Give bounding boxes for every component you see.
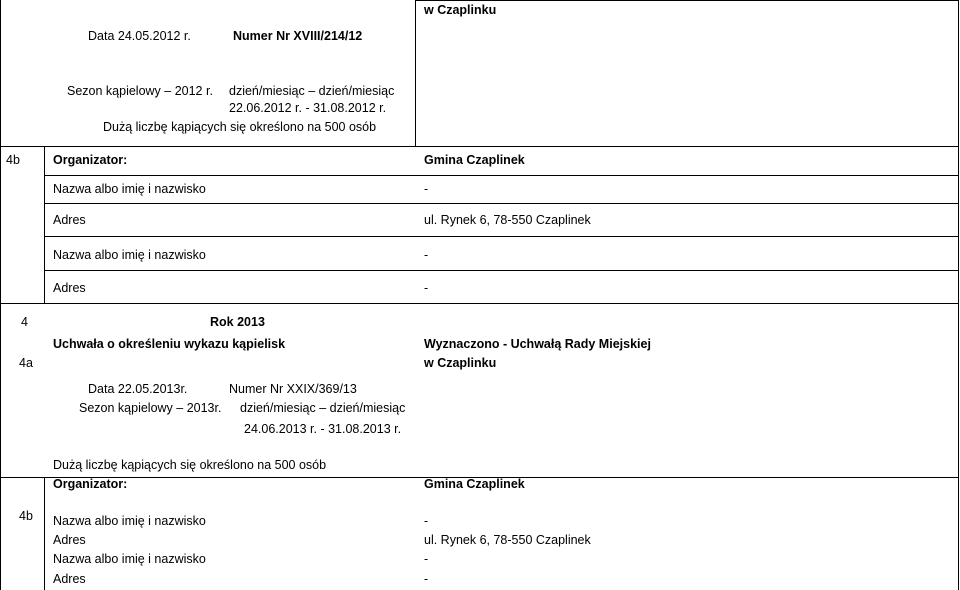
resolution-date: Data 22.05.2013r. bbox=[88, 382, 188, 396]
resolution-title: Uchwała o określeniu wykazu kąpielisk bbox=[53, 337, 286, 351]
row-label-4b: 4b bbox=[19, 509, 33, 523]
address-value: - bbox=[424, 572, 429, 586]
row-label-4: 4 bbox=[21, 315, 28, 329]
row-label-4a: 4a bbox=[19, 356, 33, 370]
address-value: ul. Rynek 6, 78-550 Czaplinek bbox=[424, 213, 591, 227]
bathing-season: Sezon kąpielowy – 2013r. bbox=[79, 401, 222, 415]
organizer-label: Organizator: bbox=[53, 477, 128, 491]
column-divider bbox=[415, 0, 416, 146]
name-value: - bbox=[424, 182, 429, 196]
row-divider bbox=[0, 303, 958, 304]
organizer-value: Gmina Czaplinek bbox=[424, 477, 525, 491]
period-heading: dzień/miesiąc – dzień/miesiąc bbox=[240, 401, 406, 415]
address-value: ul. Rynek 6, 78-550 Czaplinek bbox=[424, 533, 591, 547]
row-divider bbox=[44, 203, 958, 204]
row-divider bbox=[44, 175, 958, 176]
organizer-label: Organizator: bbox=[53, 153, 128, 167]
name-value: - bbox=[424, 552, 429, 566]
address-label: Adres bbox=[53, 281, 86, 295]
label-column-divider bbox=[44, 477, 45, 590]
organizer-value: Gmina Czaplinek bbox=[424, 153, 525, 167]
table-border-top bbox=[415, 0, 958, 1]
table-border-left-1 bbox=[0, 0, 1, 590]
table-border-right bbox=[958, 0, 959, 590]
name-value: - bbox=[424, 514, 429, 528]
row-divider bbox=[0, 146, 958, 147]
name-value: - bbox=[424, 248, 429, 262]
location-tail: w Czaplinku bbox=[424, 3, 497, 17]
address-label: Adres bbox=[53, 533, 86, 547]
resolution-number: Numer Nr XXIX/369/13 bbox=[229, 382, 357, 396]
row-divider bbox=[44, 270, 958, 271]
address-label: Adres bbox=[53, 572, 86, 586]
designated-by-location: w Czaplinku bbox=[424, 356, 497, 370]
name-label: Nazwa albo imię i nazwisko bbox=[53, 514, 206, 528]
address-label: Adres bbox=[53, 213, 86, 227]
name-label: Nazwa albo imię i nazwisko bbox=[53, 552, 206, 566]
period-dates: 22.06.2012 r. - 31.08.2012 r. bbox=[229, 101, 387, 115]
resolution-number: Numer Nr XVIII/214/12 bbox=[233, 29, 363, 43]
bathers-count: Dużą liczbę kąpiących się określono na 500 osób bbox=[103, 120, 377, 134]
row-label-4b: 4b bbox=[6, 153, 20, 167]
bathers-count: Dużą liczbę kąpiących się określono na 500 osób bbox=[53, 458, 327, 472]
year-title: Rok 2013 bbox=[210, 315, 265, 329]
period-heading: dzień/miesiąc – dzień/miesiąc bbox=[229, 84, 395, 98]
period-dates: 24.06.2013 r. - 31.08.2013 r. bbox=[244, 422, 402, 436]
resolution-date: Data 24.05.2012 r. bbox=[88, 29, 191, 43]
row-divider bbox=[44, 236, 958, 237]
designated-by: Wyznaczono - Uchwałą Rady Miejskiej bbox=[424, 337, 651, 351]
bathing-season: Sezon kąpielowy – 2012 r. bbox=[67, 84, 213, 98]
name-label: Nazwa albo imię i nazwisko bbox=[53, 182, 206, 196]
name-label: Nazwa albo imię i nazwisko bbox=[53, 248, 206, 262]
address-value: - bbox=[424, 281, 429, 295]
label-column-divider bbox=[44, 146, 45, 303]
